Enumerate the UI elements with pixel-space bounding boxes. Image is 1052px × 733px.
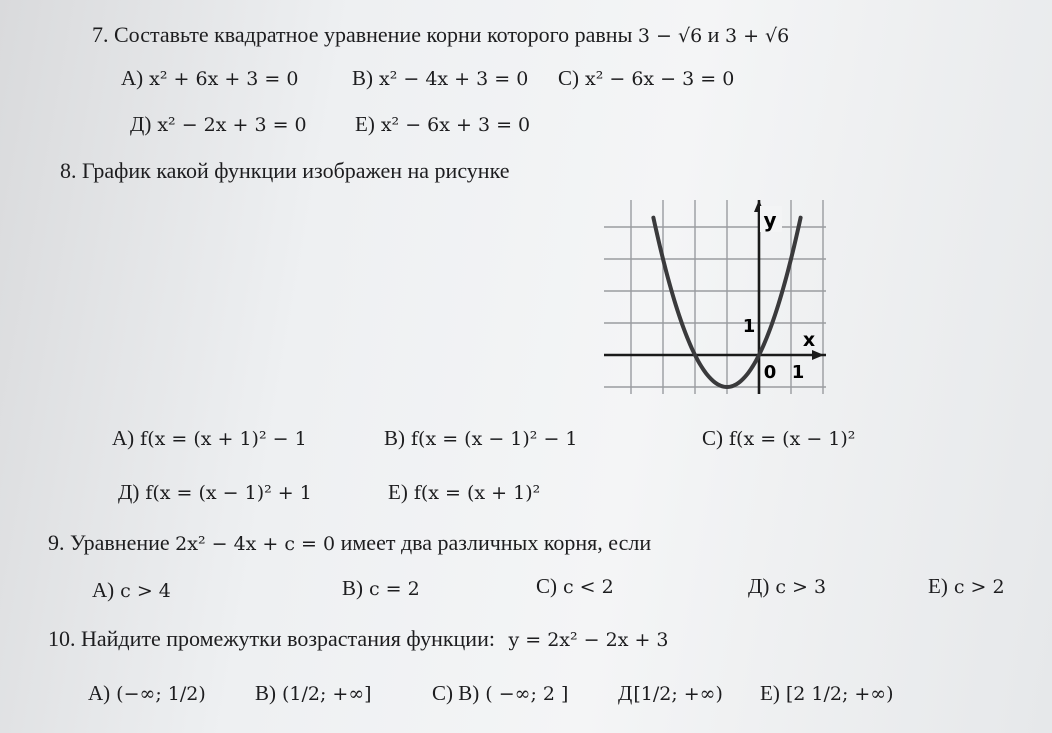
q9-equation: 2x² − 4x + c = 0 bbox=[175, 533, 336, 555]
q7-text: 7. Составьте квадратное уравнение корни которого равны bbox=[92, 22, 633, 47]
option-expr: (1/2; +∞] bbox=[282, 683, 372, 705]
q7-option-c[interactable] bbox=[558, 68, 734, 89]
option-label: В) bbox=[352, 66, 373, 90]
q9-option-d[interactable] bbox=[748, 576, 826, 597]
option-label: В) bbox=[384, 426, 405, 450]
option-expr: x² + 6x + 3 = 0 bbox=[149, 68, 299, 90]
q8-option-a[interactable] bbox=[112, 428, 307, 449]
origin-label: 0 bbox=[763, 362, 777, 383]
q9-option-a[interactable] bbox=[92, 580, 171, 601]
q10-text: 10. Найдите промежутки возрастания функции: bbox=[48, 626, 495, 651]
option-label: Е) bbox=[355, 112, 375, 136]
q7-option-b[interactable] bbox=[352, 68, 528, 89]
q7-question bbox=[92, 24, 789, 46]
q10-option-a[interactable] bbox=[88, 683, 206, 704]
option-label: Е) bbox=[760, 681, 780, 705]
q10-option-e[interactable] bbox=[760, 683, 894, 704]
option-expr: ( −∞; 2 ] bbox=[485, 683, 569, 705]
q10-option-c[interactable] bbox=[432, 683, 568, 704]
option-label: С) bbox=[558, 66, 579, 90]
q10-function: y = 2x² − 2x + 3 bbox=[508, 629, 669, 651]
q9-text-a: 9. Уравнение bbox=[48, 530, 170, 555]
x-axis-arrow bbox=[812, 350, 824, 360]
option-expr: c < 2 bbox=[563, 576, 614, 598]
option-expr: f(x = (x + 1)² bbox=[413, 482, 541, 504]
q8-option-d[interactable] bbox=[118, 482, 312, 503]
option-label: Е) bbox=[388, 480, 408, 504]
option-expr: [1/2; +∞) bbox=[633, 683, 723, 705]
q9-question bbox=[48, 532, 651, 554]
option-expr: x² − 6x − 3 = 0 bbox=[585, 68, 735, 90]
q7-option-a[interactable] bbox=[121, 68, 298, 89]
option-expr: c > 4 bbox=[120, 580, 171, 602]
q9-option-b[interactable] bbox=[342, 578, 420, 599]
option-expr: f(x = (x − 1)² − 1 bbox=[411, 428, 578, 450]
q9-option-e[interactable] bbox=[928, 576, 1005, 597]
option-expr: x² − 4x + 3 = 0 bbox=[379, 68, 529, 90]
option-label: Д bbox=[618, 681, 633, 705]
option-expr: f(x = (x − 1)² bbox=[729, 428, 856, 450]
option-expr: x² − 6x + 3 = 0 bbox=[380, 114, 531, 136]
option-expr: f(x = (x + 1)² − 1 bbox=[140, 428, 307, 450]
option-label: А) bbox=[112, 426, 135, 450]
parabola-graph bbox=[604, 200, 826, 394]
option-expr: c = 2 bbox=[369, 578, 420, 600]
option-label: С) В) bbox=[432, 681, 480, 705]
option-label: А) bbox=[92, 578, 115, 602]
option-label: В) bbox=[255, 681, 276, 705]
y-tick-label: 1 bbox=[742, 316, 756, 337]
q8-question: 8. График какой функции изображен на рисунке bbox=[60, 158, 510, 183]
option-label: А) bbox=[88, 681, 111, 705]
option-label: С) bbox=[702, 426, 723, 450]
option-expr: c > 2 bbox=[953, 576, 1005, 598]
q7-option-d[interactable] bbox=[130, 114, 307, 135]
y-axis-label: y bbox=[763, 208, 777, 232]
q9-text-b: имеет два различных корня, если bbox=[340, 530, 652, 555]
option-label: А) bbox=[121, 66, 144, 90]
option-label: С) bbox=[536, 574, 557, 598]
q8-option-c[interactable] bbox=[702, 428, 855, 449]
q7-option-e[interactable] bbox=[355, 114, 530, 135]
option-label: Д) bbox=[118, 480, 140, 504]
q8-option-e[interactable] bbox=[388, 482, 540, 503]
q10-option-b[interactable] bbox=[255, 683, 372, 704]
q7-joiner: и bbox=[707, 22, 720, 47]
option-expr: f(x = (x − 1)² + 1 bbox=[145, 482, 312, 504]
q9-option-c[interactable] bbox=[536, 576, 614, 597]
option-label: В) bbox=[342, 576, 363, 600]
option-label: Д) bbox=[130, 112, 152, 136]
q7-root-1: 3 − √6 bbox=[637, 25, 703, 47]
option-label: Е) bbox=[928, 574, 948, 598]
q10-option-d[interactable] bbox=[618, 683, 723, 704]
x-axis-label: x bbox=[802, 329, 816, 351]
q8-option-b[interactable] bbox=[384, 428, 578, 449]
x-tick-label: 1 bbox=[791, 362, 805, 383]
option-expr: (−∞; 1/2) bbox=[116, 683, 206, 705]
option-expr: c > 3 bbox=[775, 576, 827, 598]
q10-question bbox=[48, 628, 669, 650]
option-expr: [2 1/2; +∞) bbox=[785, 683, 894, 705]
option-expr: x² − 2x + 3 = 0 bbox=[157, 114, 307, 136]
q7-root-2: 3 + √6 bbox=[724, 25, 790, 47]
option-label: Д) bbox=[748, 574, 770, 598]
